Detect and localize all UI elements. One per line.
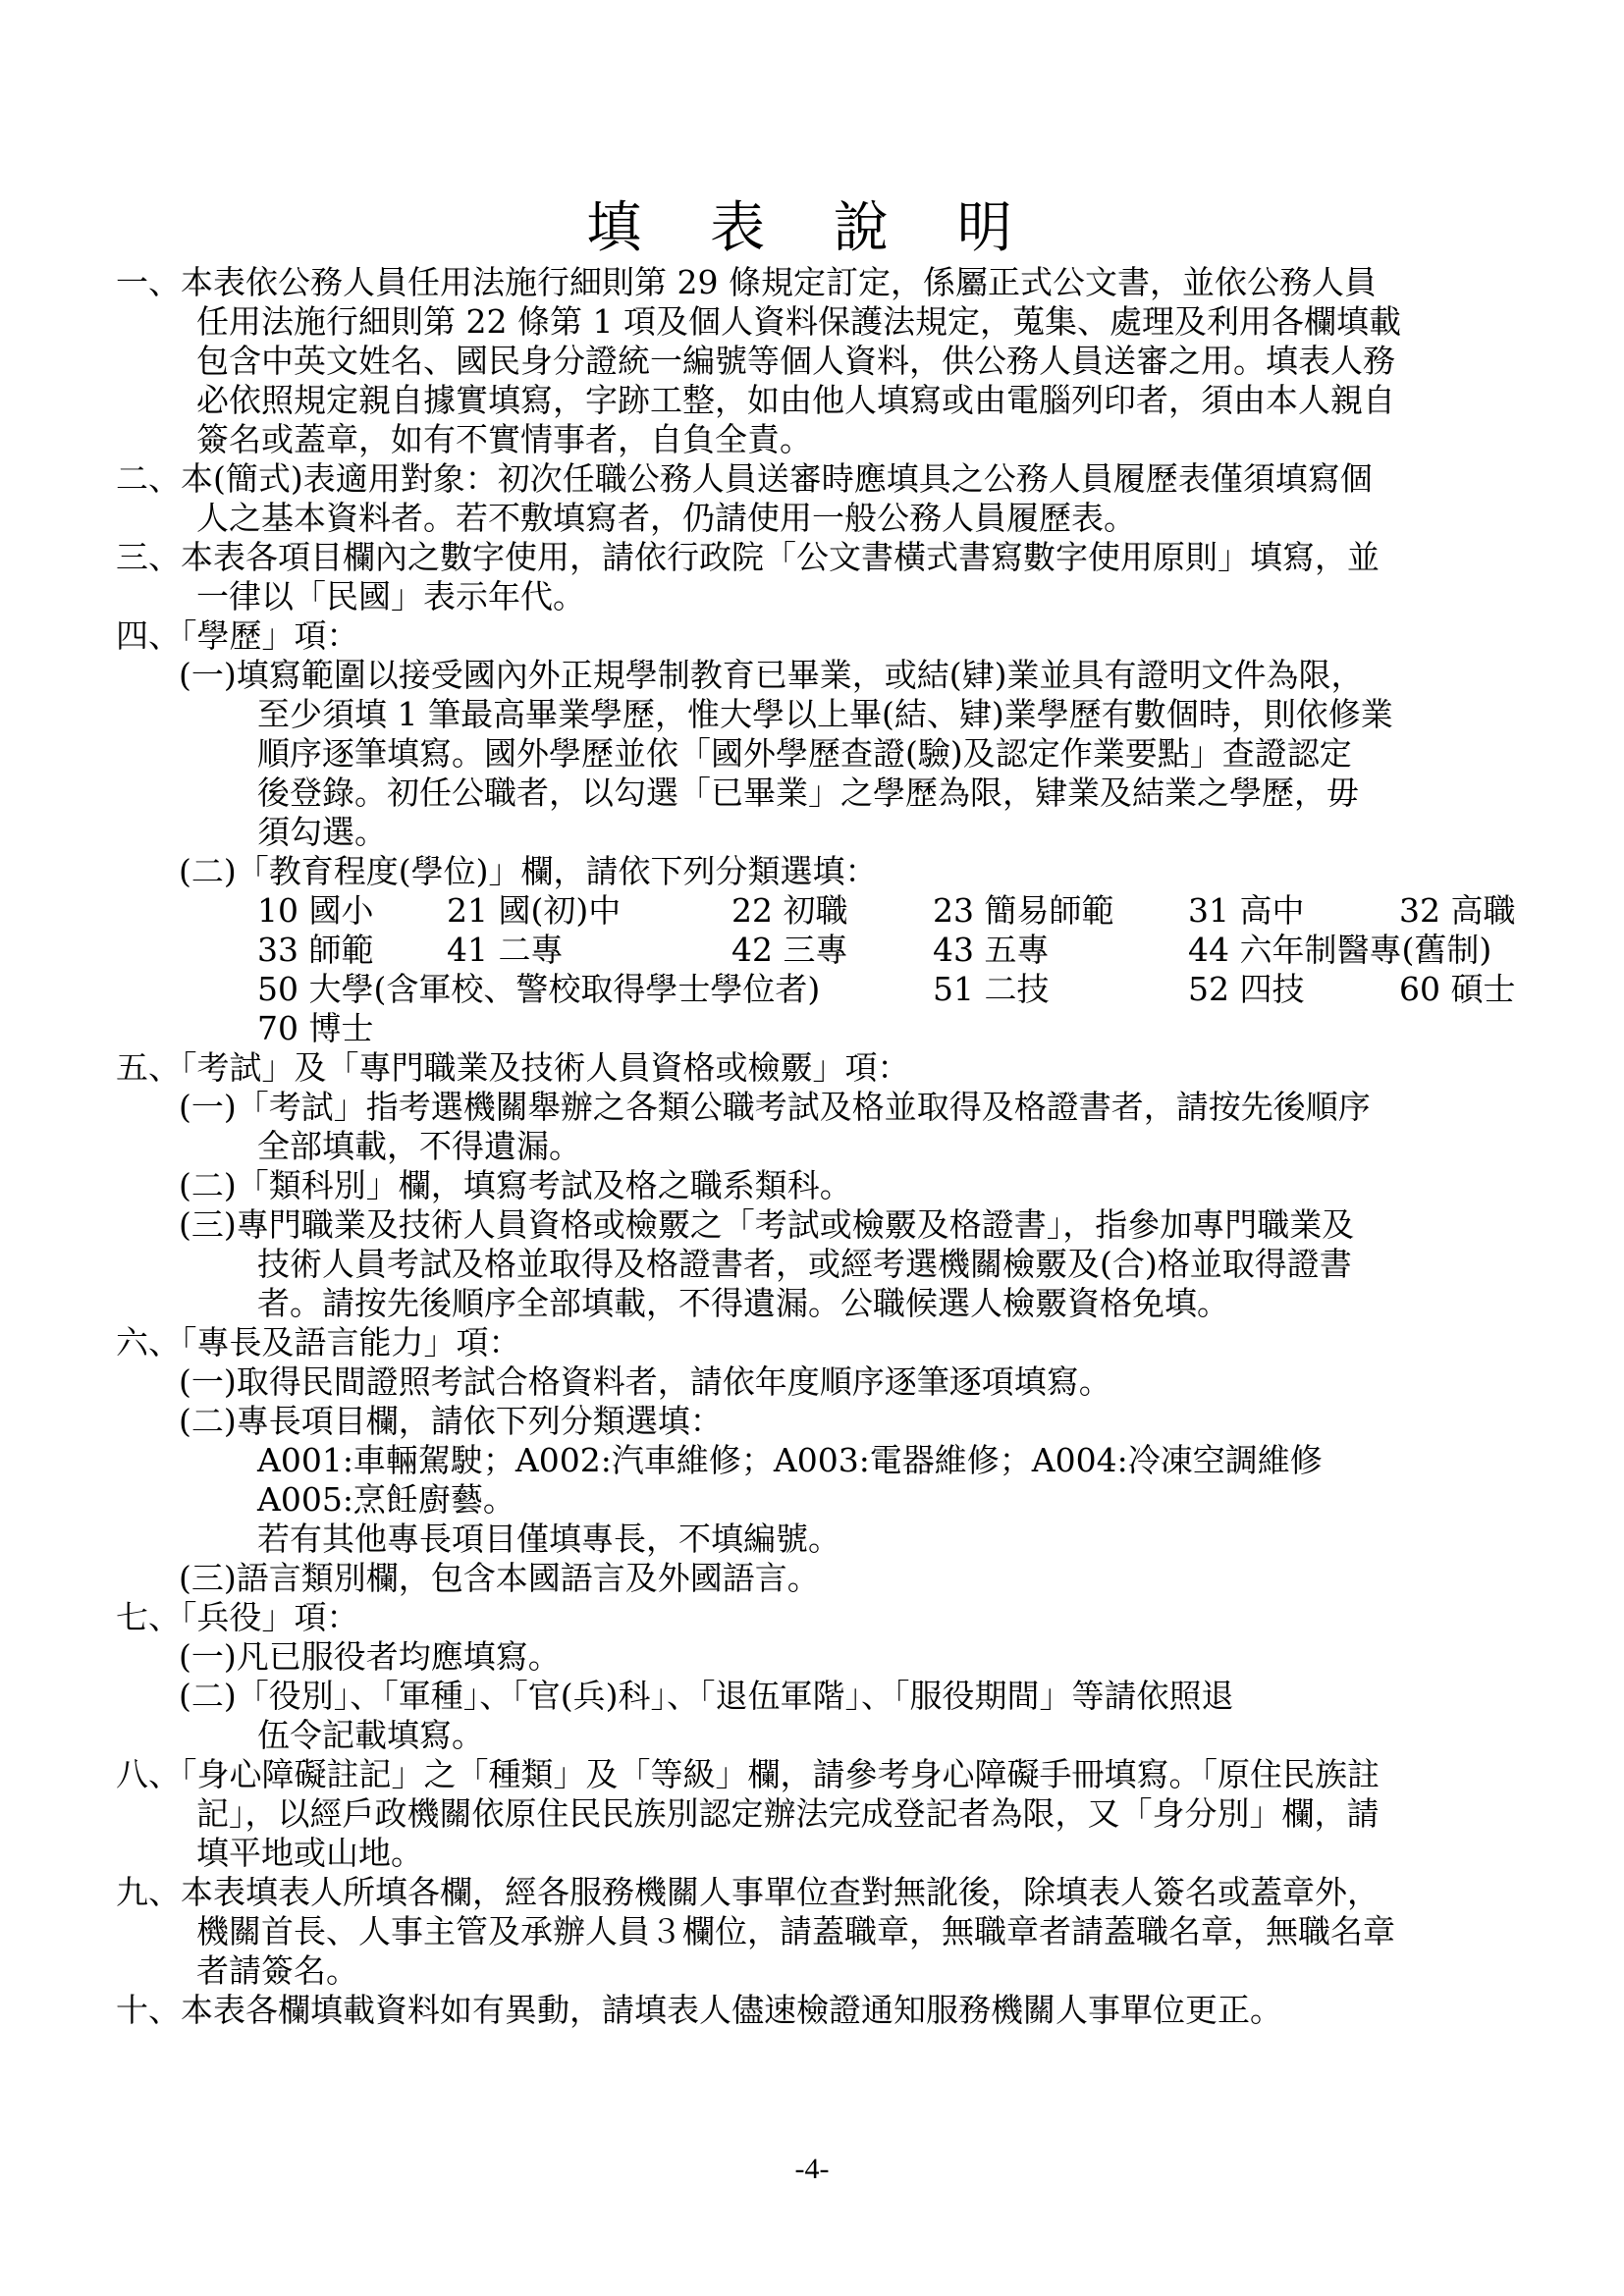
education-code: 41 二專 — [447, 931, 564, 969]
item-1-line: 包含中英文姓名、國民身分證統一編號等個人資料，供公務人員送審之用。填表人務 — [196, 342, 1395, 380]
education-code: 51 二技 — [933, 970, 1050, 1008]
subitem-line: (一)凡已服役者均應填寫。 — [179, 1637, 561, 1676]
subitem-line: (二)「類科別」欄，填寫考試及格之職系類科。 — [179, 1166, 852, 1204]
subitem-line: 伍令記載填寫。 — [257, 1716, 484, 1754]
page-number: -4- — [794, 2153, 830, 2185]
education-code: 50 大學(含軍校、警校取得學士學位者) — [257, 970, 821, 1008]
subitem-line: (二)專長項目欄，請依下列分類選填： — [179, 1402, 723, 1440]
education-code: 52 四技 — [1188, 970, 1305, 1008]
education-code: 60 碩士 — [1399, 970, 1516, 1008]
education-code: 42 三專 — [731, 931, 848, 969]
education-code: 32 高職 — [1399, 891, 1516, 930]
education-code: 21 國(初)中 — [447, 891, 622, 930]
education-code: 44 六年制醫專(舊制) — [1188, 931, 1492, 969]
item-8-line: 八、「身心障礙註記」之「種類」及「等級」欄，請參考身心障礙手冊填寫。「原住民族註 — [116, 1755, 1380, 1793]
subitem-line: 後登錄。初任公職者，以勾選「已畢業」之學歷為限，肄業及結業之學歷，毋 — [257, 774, 1359, 812]
item-10-line: 十、本表各欄填載資料如有異動，請填表人儘速檢證通知服務機關人事單位更正。 — [116, 1991, 1282, 2029]
subitem-line: 須勾選。 — [257, 813, 387, 851]
item-2-line: 二、本(簡式)表適用對象：初次任職公務人員送審時應填具之公務人員履歷表僅須填寫個 — [116, 459, 1373, 498]
education-code: 23 簡易師範 — [933, 891, 1114, 930]
item-9-line: 者請簽名。 — [196, 1951, 358, 1990]
item-3-line: 一律以「民國」表示年代。 — [196, 577, 585, 615]
education-code: 22 初職 — [731, 891, 848, 930]
subitem-line: (三)語言類別欄，包含本國語言及外國語言。 — [179, 1559, 820, 1597]
item-9-line: 九、本表填表人所填各欄，經各服務機關人事單位查對無訛後，除填表人簽名或蓋章外， — [116, 1873, 1380, 1911]
item-7-line: 七、「兵役」項： — [116, 1598, 359, 1636]
education-code: 70 博士 — [257, 1009, 374, 1047]
item-8-line: 填平地或山地。 — [196, 1834, 423, 1872]
subitem-line: (一)填寫範圍以接受國內外正規學制教育已畢業，或結(肄)業並具有證明文件為限， — [179, 656, 1364, 694]
subitem-line: 全部填載，不得遺漏。 — [257, 1127, 581, 1165]
subitem-line: 技術人員考試及格並取得及格證書者，或經考選機關檢覈及(合)格並取得證書 — [257, 1245, 1352, 1283]
item-6-line: 六、「專長及語言能力」項： — [116, 1323, 521, 1362]
item-1-line: 任用法施行細則第 22 條第 1 項及個人資料保護法規定，蒐集、處理及利用各欄填載 — [196, 302, 1401, 341]
subitem-line: (二)「役別」、「軍種」、「官(兵)科」、「退伍軍階」、「服役期間」等請依照退 — [179, 1677, 1234, 1715]
item-2-line: 人之基本資料者。若不敷填寫者，仍請使用一般公務人員履歷表。 — [196, 499, 1136, 537]
education-code: 33 師範 — [257, 931, 374, 969]
subitem-line: (一)取得民間證照考試合格資料者，請依年度順序逐筆逐項填寫。 — [179, 1362, 1111, 1401]
subitem-line: 順序逐筆填寫。國外學歷並依「國外學歷查證(驗)及認定作業要點」查證認定 — [257, 734, 1352, 773]
subitem-line: (三)專門職業及技術人員資格或檢覈之「考試或檢覈及格證書」，指參加專門職業及 — [179, 1205, 1355, 1244]
subitem-line: A005:烹飪廚藝。 — [257, 1480, 515, 1519]
subitem-line: 若有其他專長項目僅填專長，不填編號。 — [257, 1520, 840, 1558]
item-1-line: 簽名或蓋章，如有不實情事者，自負全責。 — [196, 420, 812, 458]
subitem-line: 者。請按先後順序全部填載，不得遺漏。公職候選人檢覈資格免填。 — [257, 1284, 1229, 1322]
item-3-line: 三、本表各項目欄內之數字使用，請依行政院「公文書橫式書寫數字使用原則」填寫，並 — [116, 538, 1380, 576]
education-code: 31 高中 — [1188, 891, 1305, 930]
subitem-line: A001:車輛駕駛；A002:汽車維修；A003:電器維修；A004:冷凍空調維修 — [257, 1441, 1323, 1479]
item-8-line: 記」，以經戶政機關依原住民民族別認定辦法完成登記者為限，又「身分別」欄，請 — [196, 1794, 1380, 1833]
item-5-line: 五、「考試」及「專門職業及技術人員資格或檢覈」項： — [116, 1048, 910, 1087]
subitem-line: (一)「考試」指考選機關舉辦之各類公職考試及格並取得及格證書者，請按先後順序 — [179, 1088, 1371, 1126]
item-9-line: 機關首長、人事主管及承辦人員３欄位，請蓋職章，無職章者請蓋職名章，無職名章 — [196, 1912, 1395, 1950]
education-code: 43 五專 — [933, 931, 1050, 969]
subitem-line: (二)「教育程度(學位)」欄，請依下列分類選填： — [179, 852, 878, 890]
item-1-line: 一、本表依公務人員任用法施行細則第 29 條規定訂定，係屬正式公文書，並依公務人員 — [116, 263, 1377, 301]
item-1-line: 必依照規定親自據實填寫，字跡工整，如由他人填寫或由電腦列印者，須由本人親自 — [196, 381, 1395, 419]
education-code: 10 國小 — [257, 891, 374, 930]
page-title: 填 表 說 明 — [586, 196, 1038, 260]
item-4-line: 四、「學歷」項： — [116, 616, 359, 655]
subitem-line: 至少須填 1 筆最高畢業學歷，惟大學以上畢(結、肄)業學歷有數個時，則依修業 — [257, 695, 1393, 733]
